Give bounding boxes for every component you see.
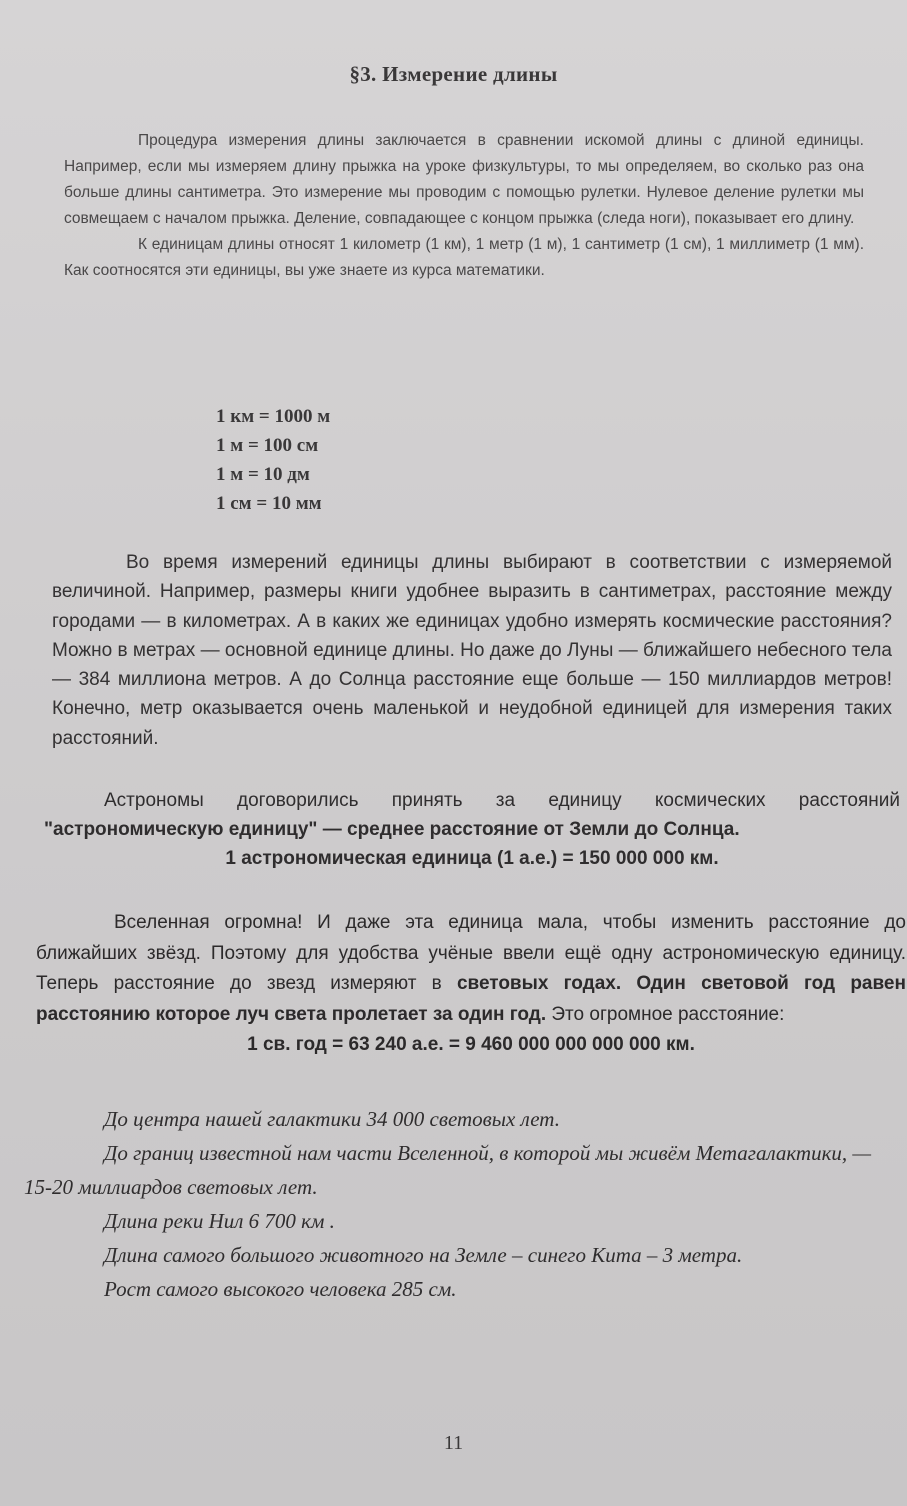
fact-item	[24, 1204, 904, 1238]
fact-item	[24, 1238, 904, 1272]
light-year-formula: 1 св. год = 63 240 а.е. = 9 460 000 000 000 000 км.	[247, 1034, 695, 1055]
formula-line: 1 см = 10 мм	[216, 493, 322, 514]
fact-text: До центра нашей галактики 34 000 световых лет.	[104, 1107, 560, 1131]
paragraph-text: Во время измерений единицы длины выбирают в соответствии с измеряемой величиной. Например, размеры книги удобнее выразить в сантиметрах, расстояние между городами — в километрах. А в каких же единицах удобно измерять космические расстояния? Можно в метрах — основной единице длины. Но даже до Луны — ближайшего небесного тела — 384 миллиона метров. А до Солнца расстояние еще больше — 150 миллиардов метров! Конечно, метр оказывается очень маленькой и неудобной единицей для измерения таких расстояний.	[52, 552, 892, 749]
au-formula: 1 астрономическая единица (1 а.е.) = 150 000 000 км.	[225, 848, 719, 869]
bold-definition: "астрономическую единицу" — среднее расстояние от Земли до Солнца.	[44, 819, 740, 840]
intro-text	[64, 128, 864, 284]
formula-line: 1 км = 1000 м	[216, 406, 331, 427]
fact-item	[24, 1102, 904, 1136]
paragraph-measurement-procedure	[64, 128, 864, 232]
page-number: 11	[443, 1432, 464, 1454]
unit-formulas	[216, 402, 330, 518]
fact-text: Длина реки Нил 6 700 км .	[104, 1209, 335, 1233]
paragraph-astronomical-unit	[44, 786, 900, 873]
paragraph-units	[64, 232, 864, 284]
fact-text: Рост самого высокого человека 285 см.	[104, 1277, 457, 1301]
formula-line: 1 м = 10 дм	[216, 464, 310, 485]
bold-definition: световых годах. Один световой год равен расстоянию которое луч света пролетает за один год.	[36, 973, 906, 1025]
paragraph-text: Это огромное расстояние:	[546, 1003, 785, 1025]
fact-item	[24, 1272, 904, 1306]
paragraph-text: К единицам длины относят 1 километр (1 км), 1 метр (1 м), 1 сантиметр (1 см), 1 миллиметр (1 мм). Как соотносятся эти единицы, вы уже знаете из курса математики.	[64, 236, 864, 279]
paragraph-light-year	[36, 908, 906, 1061]
paragraph-space-distances	[52, 548, 892, 753]
paragraph-text: Процедура измерения длины заключается в сравнении искомой длины с длиной единицы. Например, если мы измеряем длину прыжка на уроке физкультуры, то мы определяем, во сколько раз она больше длины сантиметра. Это измерение мы проводим с помощью рулетки. Нулевое деление рулетки мы совмещаем с началом прыжка. Деление, совпадающее с концом прыжка (следа ноги), показывает его длину.	[64, 132, 864, 227]
section-title: §3. Измерение длины	[349, 62, 558, 86]
paragraph-text: Астрономы договорились принять за единицу космических расстояний	[104, 790, 900, 811]
fact-text: Длина самого большого животного на Земле – синего Кита – 3 метра.	[104, 1243, 743, 1267]
formula-line: 1 м = 100 см	[216, 435, 319, 456]
facts-list	[24, 1102, 904, 1306]
paragraph-text: Вселенная огромна! И даже эта единица мала, чтобы изменить расстояние до ближайших звёзд. Поэтому для удобства учёные ввели ещё одну астрономическую единицу. Теперь расстояние до звезд измеряют в	[36, 912, 906, 994]
fact-item	[24, 1136, 904, 1204]
fact-text: До границ известной нам части Вселенной, в которой мы живём Метагалактики, — 15-20 миллиардов световых лет.	[24, 1141, 872, 1199]
